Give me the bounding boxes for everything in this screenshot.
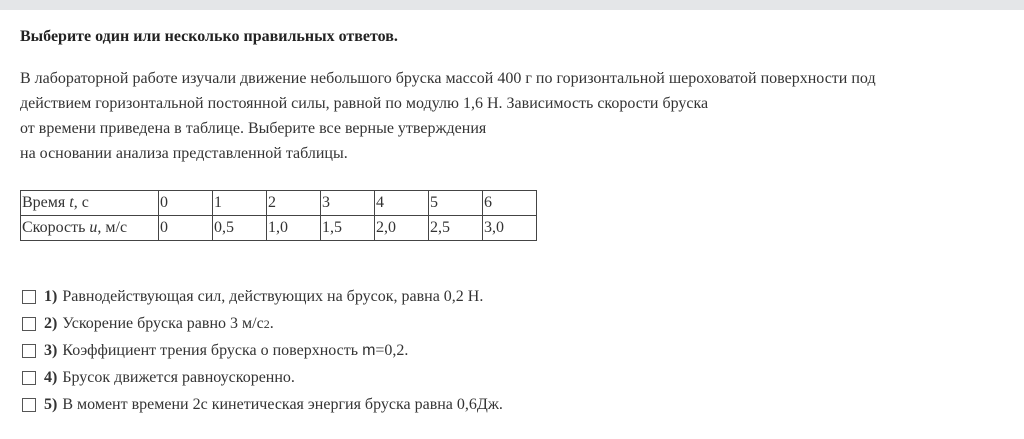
answer-option-4[interactable] [22, 364, 503, 391]
option-number: 3) [44, 341, 58, 359]
friction-symbol: m [362, 341, 376, 359]
instruction-heading: Выберите один или несколько правильных ответов. [20, 28, 398, 45]
option-number: 2) [44, 314, 58, 332]
answer-options [22, 283, 503, 418]
table-cell: 6 [483, 191, 537, 216]
table-cell: 1,5 [321, 216, 375, 241]
row-header-speed: Скорость u, м/с [21, 216, 159, 241]
option-text: Ускорение бруска равно 3 м/с [62, 314, 264, 332]
table-cell: 2 [267, 191, 321, 216]
answer-option-2[interactable]: 2) Ускорение бруска равно 3 м/с 2 . [22, 310, 503, 337]
table-cell: 0 [159, 191, 213, 216]
answer-option-1[interactable] [22, 283, 503, 310]
table-row-time [21, 191, 537, 216]
option-text: В момент времени 2с кинетическая энергия бруска равна 0,6Дж. [62, 395, 503, 413]
answer-option-5[interactable] [22, 391, 503, 418]
row-header-time: Время t, с [21, 191, 159, 216]
option-number: 5) [44, 395, 58, 413]
velocity-time-table [20, 190, 537, 241]
option-number: 1) [44, 287, 58, 305]
question-line: на основании анализа представленной таблицы. [20, 145, 348, 162]
checkbox[interactable] [22, 290, 36, 304]
table-cell: 0 [159, 216, 213, 241]
checkbox[interactable] [22, 398, 36, 412]
question-line: от времени приведена в таблице. Выберите все верные утверждения [20, 120, 487, 137]
option-text: Коэффициент трения бруска о поверхность [62, 341, 363, 359]
option-text: Брусок движется равноускоренно. [62, 368, 295, 386]
option-text: Равнодействующая сил, действующих на брусок, равна 0,2 Н. [62, 287, 484, 305]
table-cell: 1 [213, 191, 267, 216]
table-cell: 5 [429, 191, 483, 216]
option-text-end: . [269, 314, 274, 332]
question-line: действием горизонтальной постоянной силы, равной по модулю 1,6 Н. Зависимость скорости бруска [20, 95, 709, 112]
checkbox[interactable] [22, 344, 36, 358]
question-line: В лабораторной работе изучали движение небольшого бруска массой 400 г по горизонтальной шероховатой поверхности под [20, 70, 876, 87]
table-cell: 3 [321, 191, 375, 216]
table-cell: 2,0 [375, 216, 429, 241]
table-cell: 2,5 [429, 216, 483, 241]
table-cell: 3,0 [483, 216, 537, 241]
table-row-speed [21, 216, 537, 241]
answer-option-3[interactable] [22, 337, 503, 364]
option-text-end: =0,2. [375, 341, 409, 359]
table-cell: 0,5 [213, 216, 267, 241]
option-number: 4) [44, 368, 58, 386]
top-bar [0, 0, 1024, 10]
table-cell: 4 [375, 191, 429, 216]
checkbox[interactable] [22, 317, 36, 331]
question-text [20, 66, 1010, 166]
table-cell: 1,0 [267, 216, 321, 241]
checkbox[interactable] [22, 371, 36, 385]
